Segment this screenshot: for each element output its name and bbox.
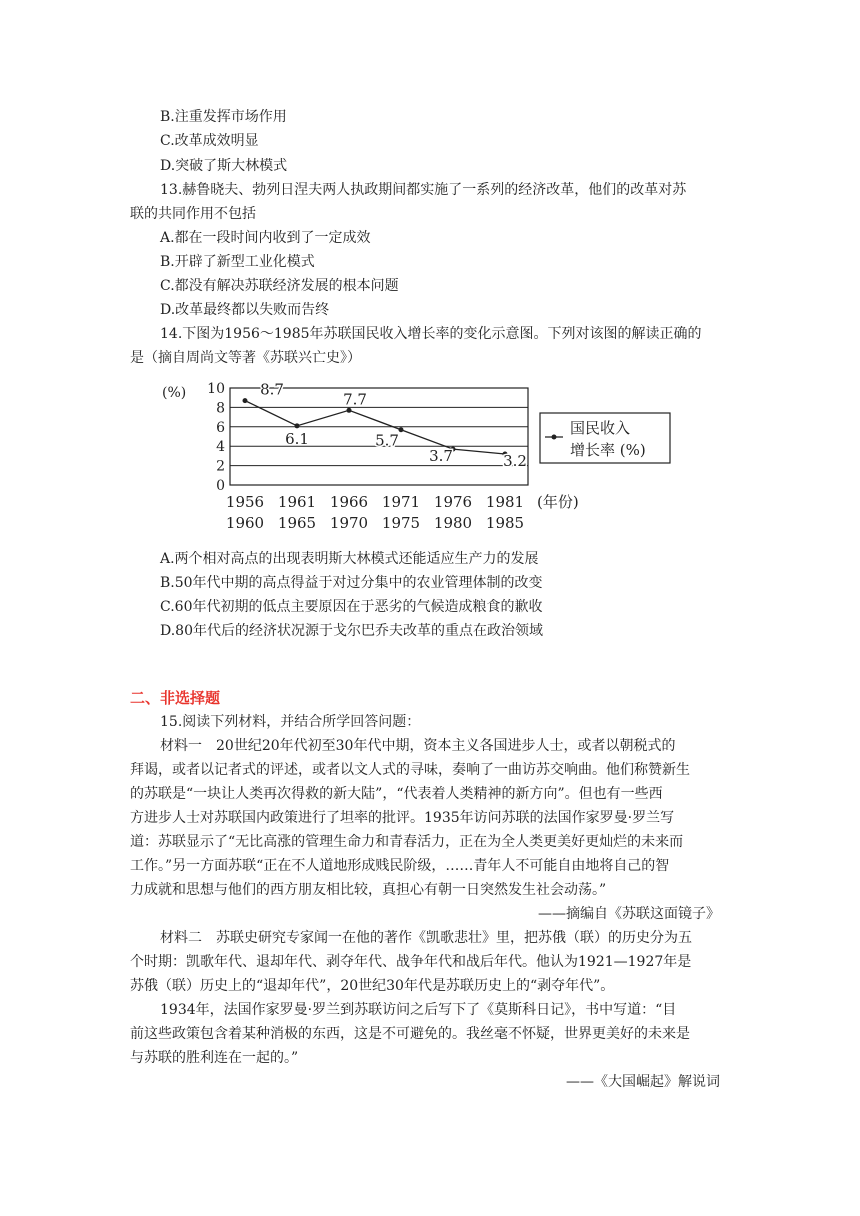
- q14-stem-line2: 是（摘自周尚文等著《苏联兴亡史》）: [130, 350, 361, 366]
- material1-source: ——摘编自《苏联这面镜子》: [538, 906, 720, 922]
- q13-stem-line1: 13.赫鲁晓夫、勃列日涅夫两人执政期间都实施了一系列的经济改革，他们的改革对苏: [160, 182, 687, 198]
- x-tick-label: 1976: [433, 493, 473, 511]
- data-point: [347, 408, 352, 413]
- data-label: 5.7: [375, 431, 399, 450]
- q12-option-b: B.注重发挥市场作用: [160, 109, 287, 125]
- q13-option-d: D.改革最终都以失败而告终: [160, 302, 330, 318]
- q13-stem-line2: 联的共同作用不包括: [130, 206, 256, 222]
- data-label: 6.1: [285, 429, 309, 448]
- material2-line: 材料二 苏联史研究专家闻一在他的著作《凯歌悲壮》里，把苏俄（联）的历史分为五: [160, 930, 692, 946]
- data-point: [295, 423, 300, 428]
- q13-option-c: C.都没有解决苏联经济发展的根本问题: [160, 278, 399, 294]
- y-tick-label: 4: [216, 439, 225, 456]
- x-tick-label: 1956: [225, 493, 265, 511]
- material3-line: 与苏联的胜利连在一起的。”: [130, 1050, 299, 1066]
- x-tick-label: 1975: [381, 514, 421, 532]
- q14-option-c: C.60年代初期的低点主要原因在于恶劣的气候造成粮食的歉收: [160, 599, 543, 615]
- chart-series: [243, 381, 527, 470]
- q12-option-d: D.突破了斯大林模式: [160, 158, 288, 174]
- chart-legend: [540, 413, 670, 463]
- q13-option-a: A.都在一段时间内收到了一定成效: [160, 230, 371, 246]
- income-growth-chart: [160, 375, 680, 535]
- x-tick-label: 1970: [329, 514, 369, 532]
- x-tick-label: 1961: [277, 493, 317, 511]
- section-heading: 二、非选择题: [130, 689, 221, 707]
- material1-line: 道：苏联显示了“无比高涨的管理生命力和青春活力，正在为全人类更美好更灿烂的未来而: [130, 834, 684, 850]
- material1-line: 方进步人士对苏联国内政策进行了坦率的批评。1935年访问苏联的法国作家罗曼·罗兰写: [130, 810, 675, 826]
- legend-label: 增长率 (%): [570, 441, 646, 459]
- data-point: [243, 398, 248, 403]
- material3-line: 前这些政策包含着某种消极的东西，这是不可避免的。我丝毫不怀疑，世界更美好的未来是: [130, 1026, 690, 1042]
- x-tick-label: 1965: [277, 514, 317, 532]
- data-label: 3.2: [503, 451, 527, 470]
- material1-line: 材料一 20世纪20年代初至30年代中期，资本主义各国进步人士，或者以朝税式的: [160, 738, 676, 754]
- material1-line: 的苏联是“一块让人类再次得救的新大陆”，“代表着人类精神的新方向”。但也有一些西: [130, 786, 663, 802]
- q14-option-b: B.50年代中期的高点得益于对过分集中的农业管理体制的改变: [160, 575, 543, 591]
- y-tick-label: 6: [216, 419, 225, 436]
- material3-source: ——《大国崛起》解说词: [566, 1074, 720, 1090]
- x-tick-label: 1966: [329, 493, 369, 511]
- material1-line: 拜谒，或者以记者式的评述，或者以文人式的寻味，奏响了一曲访苏交响曲。他们称赞新生: [130, 762, 690, 778]
- x-tick-label: 1980: [433, 514, 473, 532]
- x-tick-label: 1985: [485, 514, 525, 532]
- y-tick-label: 10: [207, 381, 225, 397]
- q14-option-d: D.80年代后的经济状况源于戈尔巴乔夫改革的重点在政治领域: [160, 623, 543, 639]
- legend-label: 国民收入: [570, 419, 631, 437]
- material2-line: 个时期：凯歌年代、退却年代、剥夺年代、战争年代和战后年代。他认为1921—1927年是: [130, 954, 692, 970]
- y-tick-label: 0: [216, 478, 225, 494]
- legend-marker: [552, 435, 557, 440]
- data-label: 7.7: [343, 390, 367, 409]
- data-label: 8.7: [260, 380, 284, 399]
- y-tick-label: 8: [216, 400, 225, 417]
- y-tick-label: 2: [216, 458, 225, 475]
- data-label: 3.7: [429, 447, 453, 466]
- q13-option-b: B.开辟了新型工业化模式: [160, 254, 315, 270]
- q12-option-c: C.改革成效明显: [160, 133, 259, 149]
- material1-line: 力成就和思想与他们的西方朋友相比较，真担心有朝一日突然发生社会动荡。”: [130, 882, 607, 898]
- x-tick-label: 1960: [225, 514, 265, 532]
- material2-line: 苏俄（联）历史上的“退却年代”，20世纪30年代是苏联历史上的“剥夺年代”。: [130, 978, 615, 994]
- q15-stem: 15.阅读下列材料，并结合所学回答问题：: [160, 714, 421, 730]
- y-axis-label: (%): [162, 385, 187, 401]
- q14-stem-line1: 14.下图为1956～1985年苏联国民收入增长率的变化示意图。下列对该图的解读正确的: [160, 326, 702, 342]
- data-point: [399, 427, 404, 432]
- x-tick-label: 1981: [485, 493, 525, 511]
- q14-option-a: A.两个相对高点的出现表明斯大林模式还能适应生产力的发展: [160, 551, 539, 567]
- x-tick-label: 1971: [381, 493, 421, 511]
- x-axis-label: (年份): [537, 493, 579, 511]
- material3-line: 1934年，法国作家罗曼·罗兰到苏联访问之后写下了《莫斯科日记》，书中写道：“目: [160, 1002, 677, 1018]
- material1-line: 工作。”另一方面苏联“正在不人道地形成贱民阶级，……青年人不可能自由地将自己的智: [130, 858, 670, 874]
